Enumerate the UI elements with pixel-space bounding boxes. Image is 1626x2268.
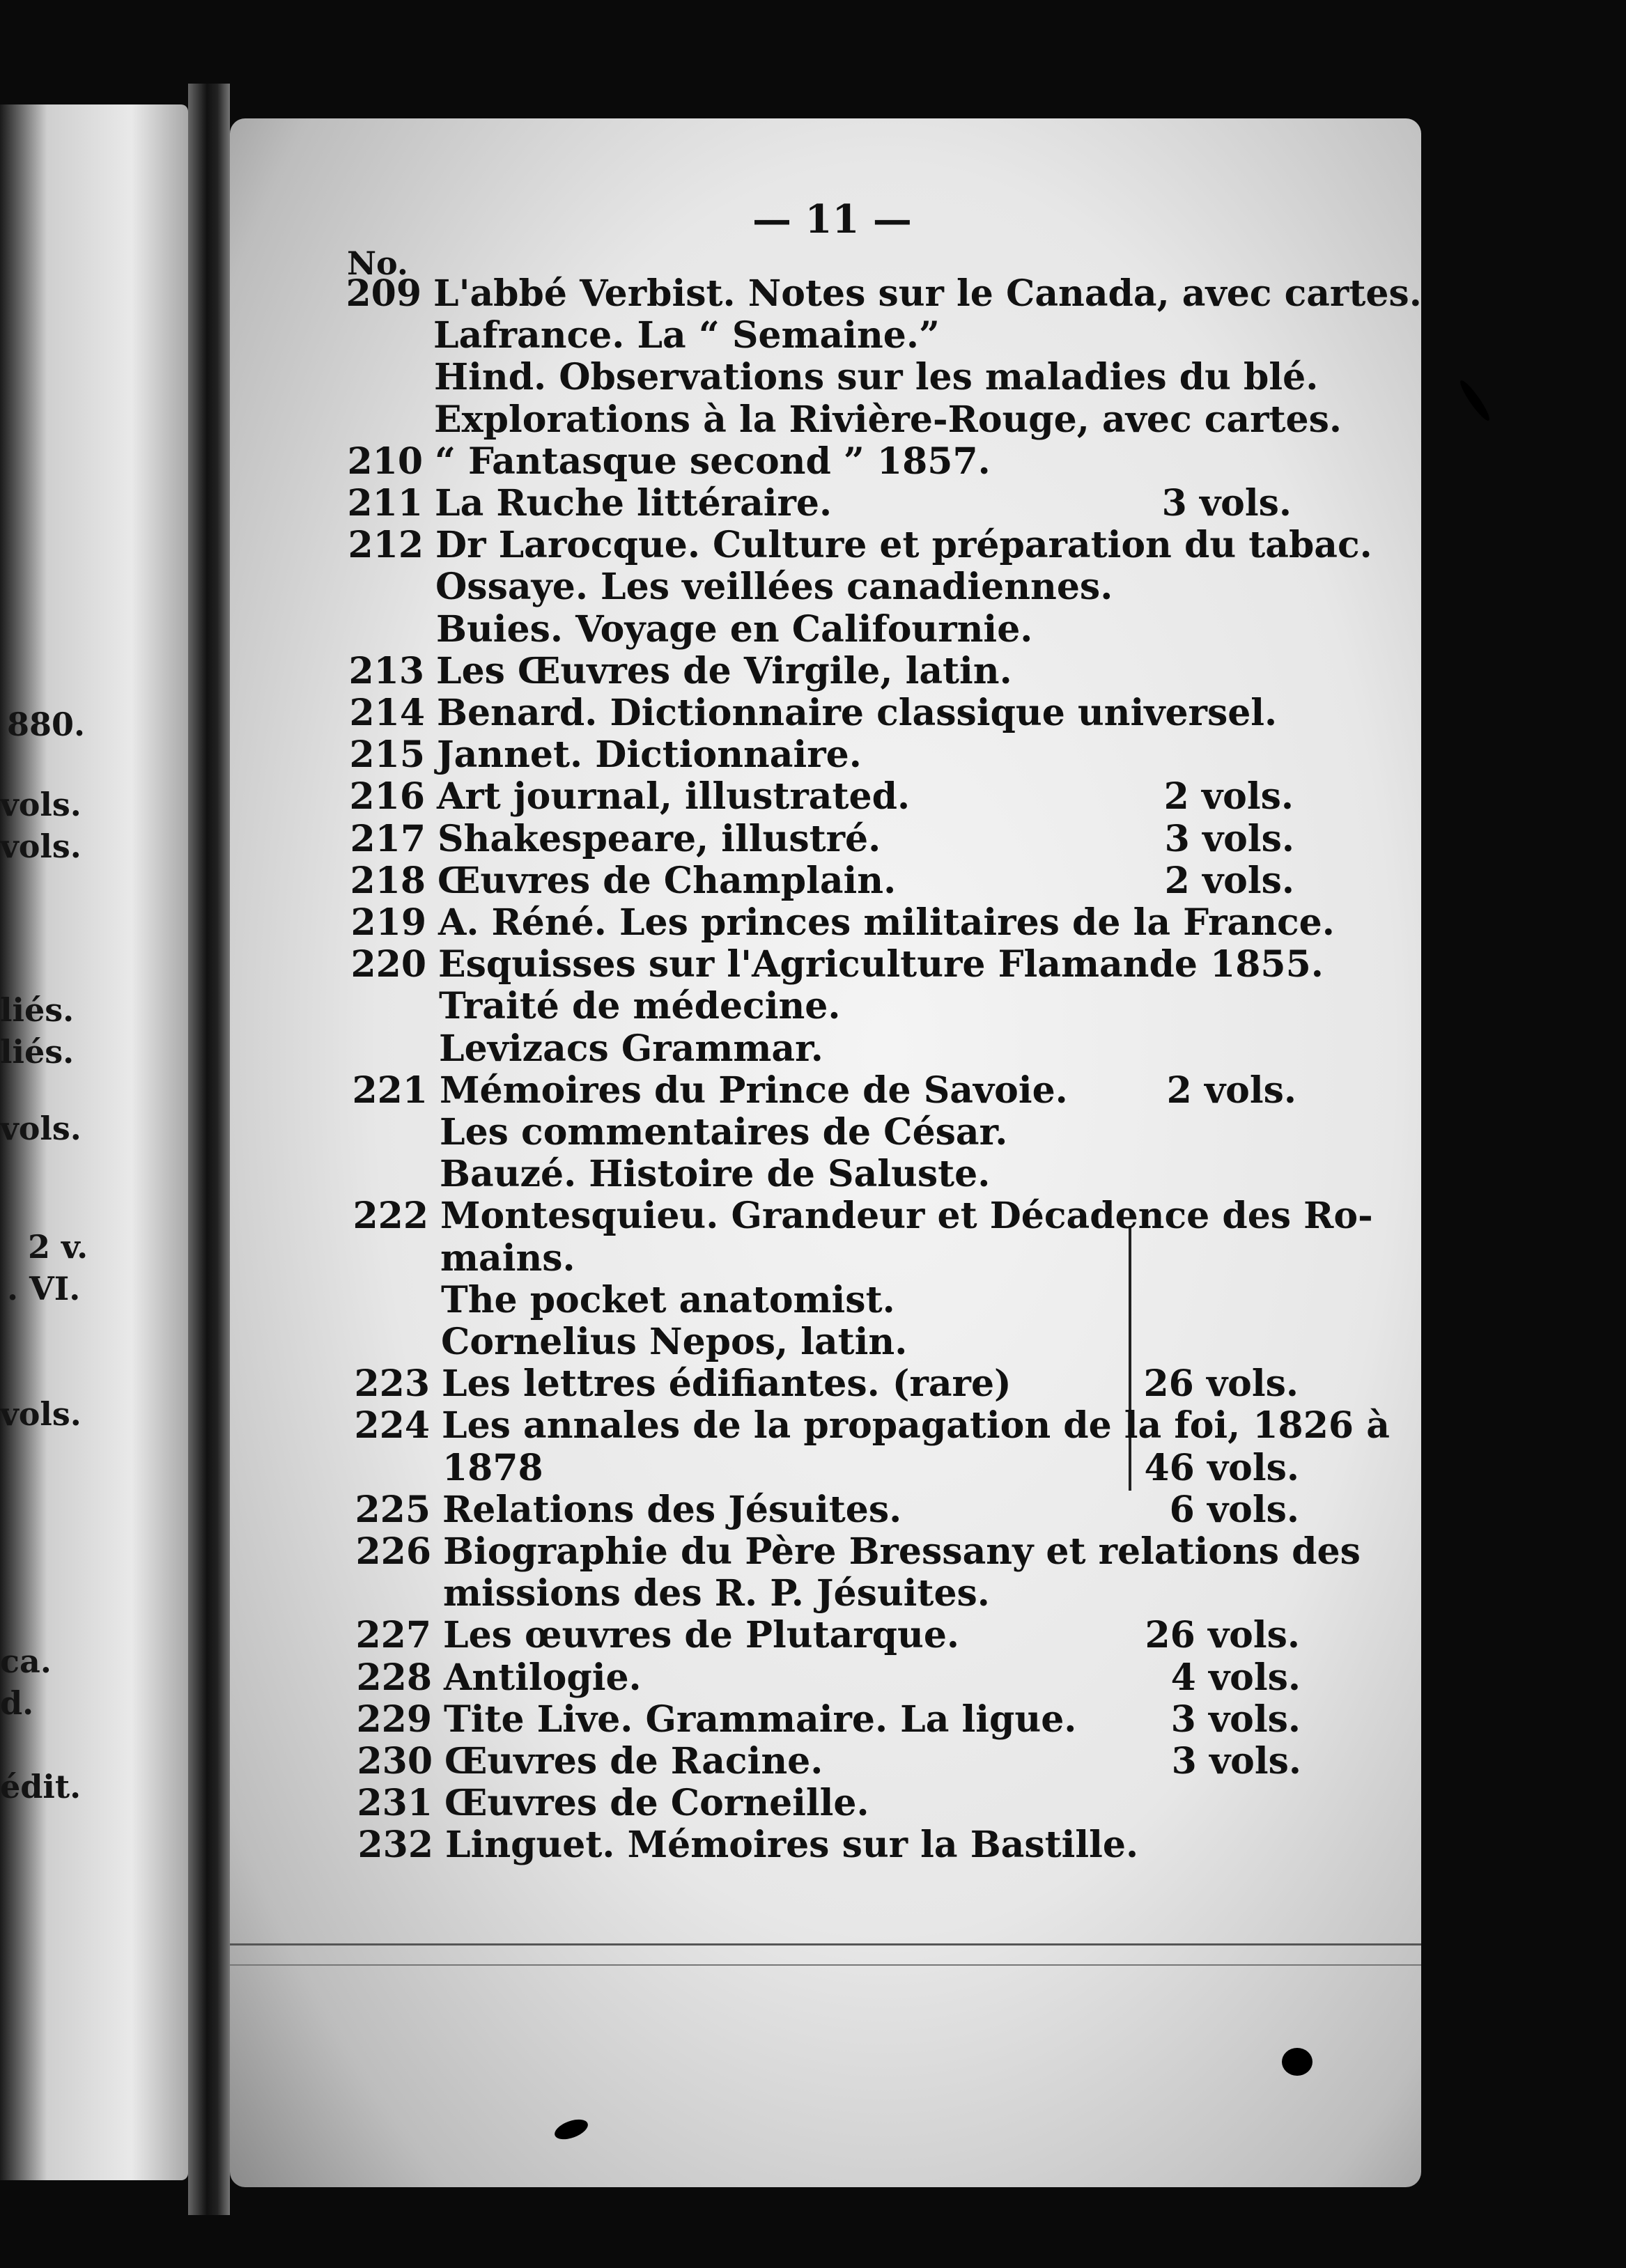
entry-title: Mémoires du Prince de Savoie. bbox=[440, 1069, 1068, 1112]
entry-volumes: 3 vols. bbox=[1164, 818, 1294, 860]
entry-title: Art journal, illustrated. bbox=[437, 775, 911, 818]
entry-volumes: 6 vols. bbox=[1169, 1489, 1299, 1531]
entry-volumes: 2 vols. bbox=[1166, 1069, 1296, 1112]
entry-title: Lafrance. La “ Semaine.” bbox=[433, 314, 940, 357]
entry-title: The pocket anatomist. bbox=[441, 1279, 895, 1321]
margin-vertical-mark bbox=[1129, 1226, 1131, 1491]
previous-page-fragment: ca. bbox=[0, 1642, 52, 1680]
entry-volumes: 26 vols. bbox=[1143, 1362, 1299, 1405]
entry-title: Benard. Dictionnaire classique universel. bbox=[437, 692, 1278, 734]
entry-number: 211 bbox=[347, 482, 423, 525]
entry-number: 217 bbox=[350, 818, 426, 860]
ink-blot bbox=[1282, 2048, 1313, 2076]
ink-blot bbox=[1457, 378, 1493, 423]
entry-title: Linguet. Mémoires sur la Bastille. bbox=[445, 1824, 1139, 1866]
entry-title: Relations des Jésuites. bbox=[442, 1489, 902, 1531]
entry-title: Hind. Observations sur les maladies du blé. bbox=[434, 356, 1319, 398]
entry-number: 218 bbox=[350, 860, 426, 902]
entry-number: 219 bbox=[350, 901, 426, 944]
previous-page-fragment: vols. bbox=[0, 1110, 82, 1147]
entry-number: 222 bbox=[353, 1195, 428, 1237]
entry-volumes: 4 vols. bbox=[1170, 1656, 1301, 1699]
entry-number: 216 bbox=[349, 775, 425, 818]
entry-number: 223 bbox=[354, 1362, 430, 1405]
entry-title: Les lettres édifiantes. (rare) bbox=[442, 1362, 1012, 1405]
entry-title: La Ruche littéraire. bbox=[435, 482, 833, 525]
entry-title: Les œuvres de Plutarque. bbox=[443, 1614, 960, 1656]
entry-title: Œuvres de Racine. bbox=[444, 1740, 823, 1782]
entry-title: Biographie du Père Bressany et relations des bbox=[443, 1530, 1361, 1573]
entry-number: 213 bbox=[348, 650, 424, 692]
entry-number: 220 bbox=[350, 943, 426, 986]
previous-page-fragment: vols. bbox=[0, 1395, 82, 1433]
entry-title: Tite Live. Grammaire. La ligue. bbox=[444, 1698, 1077, 1741]
previous-page-fragment: 880. bbox=[7, 706, 86, 743]
previous-page-fragment: 2 v. bbox=[28, 1228, 88, 1266]
entry-title: A. Réné. Les princes militaires de la France. bbox=[438, 901, 1335, 944]
entry-number: 227 bbox=[355, 1614, 431, 1656]
entry-title: Montesquieu. Grandeur et Décadence des Ro- bbox=[440, 1195, 1373, 1237]
page-number: — 11 — bbox=[752, 196, 912, 242]
entry-title: Cornelius Nepos, latin. bbox=[441, 1321, 908, 1363]
scratch-line bbox=[230, 1943, 1421, 1945]
entry-title: mains. bbox=[440, 1237, 575, 1280]
entry-volumes: 46 vols. bbox=[1144, 1447, 1299, 1489]
entry-title: Levizacs Grammar. bbox=[439, 1027, 823, 1070]
entry-title: Les Œuvres de Virgile, latin. bbox=[436, 650, 1012, 692]
entry-number: 226 bbox=[355, 1530, 431, 1573]
entry-title: Buies. Voyage en Califournie. bbox=[436, 608, 1033, 651]
entry-title: Œuvres de Champlain. bbox=[438, 860, 897, 902]
previous-page-fragment: liés. bbox=[0, 991, 75, 1029]
entry-title: “ Fantasque second ” 1857. bbox=[435, 440, 991, 483]
entry-number: 221 bbox=[352, 1069, 428, 1112]
entry-title: Jannet. Dictionnaire. bbox=[437, 733, 862, 776]
entry-title: Ossaye. Les veillées canadiennes. bbox=[435, 566, 1113, 608]
entry-title: Esquisses sur l'Agriculture Flamande 1855. bbox=[438, 943, 1324, 986]
entry-number: 210 bbox=[347, 440, 423, 483]
entry-number: 215 bbox=[349, 733, 425, 776]
entry-title: Shakespeare, illustré. bbox=[438, 818, 881, 860]
entry-title: Dr Larocque. Culture et préparation du tabac. bbox=[435, 524, 1372, 566]
entry-title: Œuvres de Corneille. bbox=[444, 1782, 869, 1824]
entry-title: L'abbé Verbist. Notes sur le Canada, avec cartes. bbox=[433, 272, 1422, 315]
entry-number: 228 bbox=[356, 1656, 432, 1699]
previous-page-fragment: d. bbox=[0, 1684, 34, 1722]
entry-number: 231 bbox=[357, 1782, 433, 1824]
entry-volumes: 3 vols. bbox=[1171, 1740, 1301, 1782]
entry-title: 1878 bbox=[442, 1447, 543, 1489]
scratch-line bbox=[230, 1964, 1421, 1966]
previous-page-fragment: . VI. bbox=[7, 1270, 81, 1307]
previous-page-fragment: édit. bbox=[0, 1768, 82, 1805]
entry-number: 229 bbox=[356, 1698, 432, 1741]
previous-page-fragment: vols. bbox=[0, 828, 82, 865]
previous-page-fragment: liés. bbox=[0, 1033, 75, 1071]
entry-number: 214 bbox=[349, 692, 425, 734]
entry-title: Antilogie. bbox=[444, 1656, 642, 1699]
book-gutter bbox=[188, 84, 230, 2215]
entry-title: Bauzé. Histoire de Saluste. bbox=[440, 1153, 991, 1195]
entry-number: 232 bbox=[357, 1824, 433, 1866]
entry-title: missions des R. P. Jésuites. bbox=[443, 1572, 990, 1615]
entry-title: Les commentaires de César. bbox=[440, 1111, 1008, 1154]
entry-title: Les annales de la propagation de la foi, 1826 à bbox=[442, 1404, 1390, 1447]
entry-title: Traité de médecine. bbox=[439, 985, 841, 1027]
entry-title: Explorations à la Rivière-Rouge, avec cartes. bbox=[434, 398, 1342, 441]
column-header-no: No. bbox=[347, 244, 408, 282]
entry-volumes: 3 vols. bbox=[1170, 1698, 1301, 1741]
entry-volumes: 26 vols. bbox=[1145, 1614, 1300, 1656]
entry-number: 230 bbox=[357, 1740, 433, 1782]
entry-number: 209 bbox=[346, 272, 421, 315]
previous-page-fragment: vols. bbox=[0, 786, 82, 823]
entry-volumes: 3 vols. bbox=[1161, 482, 1292, 525]
entry-volumes: 2 vols. bbox=[1163, 775, 1294, 818]
entry-number: 212 bbox=[348, 524, 424, 566]
entry-number: 224 bbox=[354, 1404, 430, 1447]
entry-number: 225 bbox=[355, 1489, 431, 1531]
entry-volumes: 2 vols. bbox=[1164, 860, 1294, 902]
